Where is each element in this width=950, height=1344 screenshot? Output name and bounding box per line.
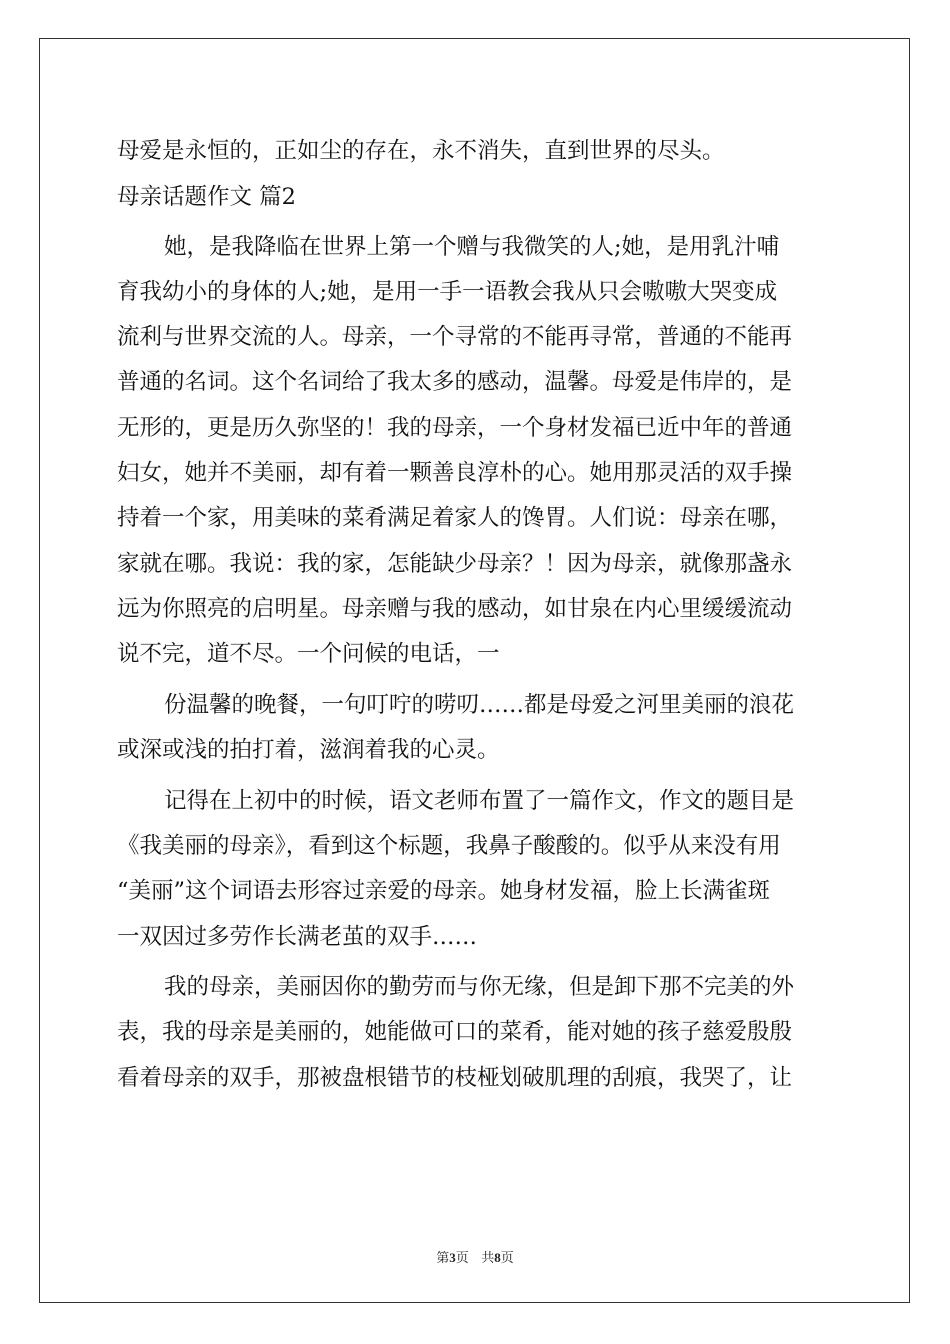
text-line: 普通的名词。这个名词给了我太多的感动，温馨。母爱是伟岸的，是 xyxy=(117,369,793,395)
section-heading: 母亲话题作文 篇2 xyxy=(117,184,296,210)
total-prefix: 共 xyxy=(481,1251,495,1266)
text-line: 无形的，更是历久弥坚的！我的母亲，一个身材发福已近中年的普通 xyxy=(117,415,793,441)
text-line: 母爱是永恒的，正如尘的存在，永不消失，直到世界的尽头。 xyxy=(117,138,725,164)
text-line: 一双因过多劳作长满老茧的双手…… xyxy=(117,924,478,950)
page-prefix: 第 xyxy=(436,1251,450,1266)
text-line: 持着一个家，用美味的菜肴满足着家人的馋胃。人们说：母亲在哪， xyxy=(117,505,793,531)
text-line: 《我美丽的母亲》，看到这个标题，我鼻子酸酸的。似乎从来没有用 xyxy=(117,833,781,859)
page-number: 3 xyxy=(449,1250,456,1265)
text-line: 表，我的母亲是美丽的，她能做可口的菜肴，能对她的孩子慈爱殷殷 xyxy=(117,1019,793,1045)
text-line: 远为你照亮的启明星。母亲赠与我的感动，如甘泉在内心里缓缓流动 xyxy=(117,596,793,622)
text-line: 流利与世界交流的人。母亲，一个寻常的不能再寻常，普通的不能再 xyxy=(117,324,793,350)
text-line: 说不完，道不尽。一个问候的电话，一 xyxy=(117,641,500,667)
text-line: 看着母亲的双手，那被盘根错节的枝桠划破肌理的刮痕，我哭了，让 xyxy=(117,1065,793,1091)
text-line: 份温馨的晚餐，一句叮咛的唠叨……都是母爱之河里美丽的浪花 xyxy=(164,692,795,718)
text-line: 记得在上初中的时候，语文老师布置了一篇作文，作文的题目是 xyxy=(164,788,795,814)
text-line: 她，是我降临在世界上第一个赠与我微笑的人;她，是用乳汁哺 xyxy=(164,234,780,260)
total-suffix: 页 xyxy=(500,1251,514,1266)
page-border xyxy=(39,38,910,1303)
text-line: 或深或浅的拍打着，滋润着我的心灵。 xyxy=(117,737,500,763)
text-line: “美丽”这个词语去形容过亲爱的母亲。她身材发福，脸上长满雀斑 xyxy=(117,878,771,904)
total-pages: 8 xyxy=(494,1250,501,1265)
text-line: 家就在哪。我说：我的家，怎能缺少母亲？！因为母亲，就像那盏永 xyxy=(117,551,793,577)
text-line: 育我幼小的身体的人;她，是用一手一语教会我从只会嗷嗷大哭变成 xyxy=(117,279,778,305)
page-suffix: 页 xyxy=(455,1251,469,1266)
page-footer xyxy=(0,1247,950,1266)
text-line: 我的母亲，美丽因你的勤劳而与你无缘，但是卸下那不完美的外 xyxy=(164,974,795,1000)
text-line: 妇女，她并不美丽，却有着一颗善良淳朴的心。她用那灵活的双手操 xyxy=(117,460,793,486)
